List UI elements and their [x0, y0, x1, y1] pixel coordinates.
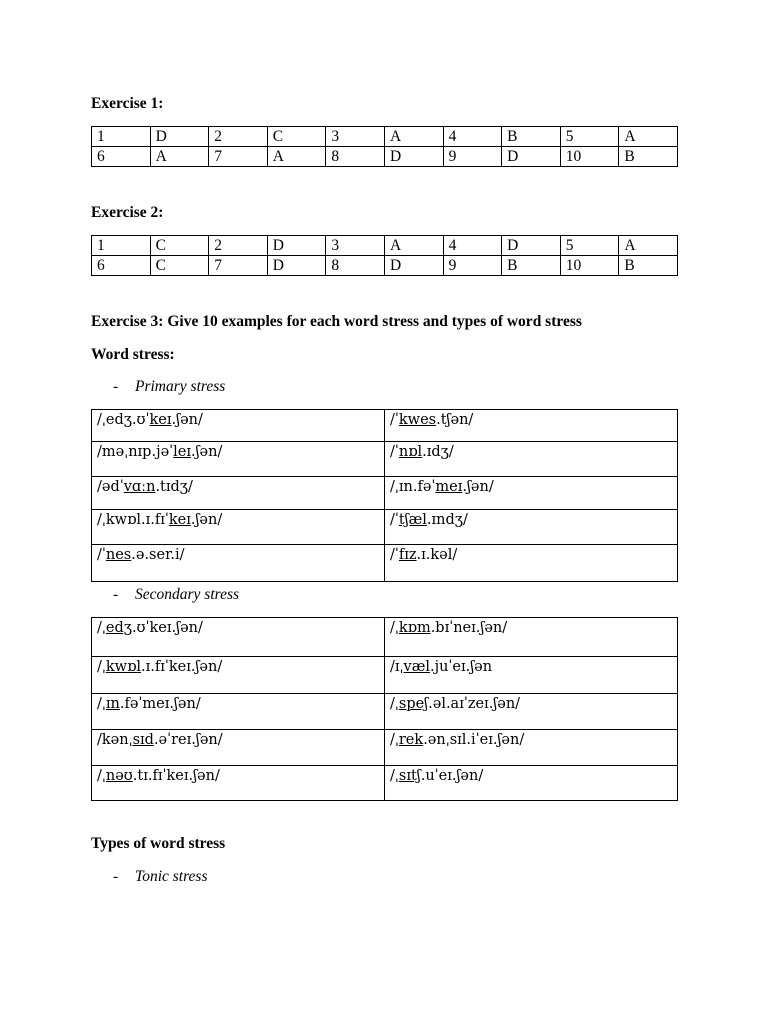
table-row: [92, 147, 678, 167]
question-number-cell: 3: [326, 236, 385, 256]
answer-cell: A: [384, 236, 443, 256]
answer-cell: A: [384, 127, 443, 147]
transcription-text: /ˌedʒ.ʊˈ: [97, 412, 150, 428]
transcription-text: /ˌ: [97, 768, 106, 784]
transcription-cell: [92, 766, 385, 801]
table-row: [92, 510, 678, 545]
answer-cell: C: [150, 236, 209, 256]
question-number-cell: 1: [92, 127, 151, 147]
exercise-3-title: Exercise 3: Give 10 examples for each word stress and types of word stress: [91, 313, 582, 330]
secondary-stress-table: [91, 617, 678, 801]
transcription-cell: [92, 477, 385, 510]
transcription-text: /kənˌ: [97, 732, 133, 748]
stressed-syllable: sɪd: [132, 732, 154, 748]
question-number-cell: 2: [209, 127, 268, 147]
table-row: [92, 442, 678, 477]
question-number-cell: 9: [443, 256, 502, 276]
tonic-stress-label: Tonic stress: [135, 868, 208, 885]
stressed-syllable: tʃæl: [398, 512, 427, 528]
question-number-cell: 3: [326, 127, 385, 147]
transcription-text: .ɪ.fɪˈkeɪ.ʃən/: [141, 659, 223, 675]
transcription-text: .bɪˈneɪ.ʃən/: [430, 620, 508, 636]
list-dash: -: [113, 586, 119, 603]
answer-cell: C: [267, 127, 326, 147]
transcription-text: /ˈ: [390, 512, 399, 528]
transcription-text: /ˈ: [390, 547, 399, 563]
transcription-text: .tʃən/: [436, 412, 474, 428]
table-row: [92, 545, 678, 582]
transcription-text: /ɪˌ: [390, 659, 404, 675]
transcription-text: .ʃən/: [191, 444, 223, 460]
table-row: [92, 657, 678, 694]
question-number-cell: 10: [560, 147, 619, 167]
question-number-cell: 1: [92, 236, 151, 256]
transcription-cell: [92, 694, 385, 730]
transcription-text: /ədˈ: [97, 479, 124, 495]
answer-cell: B: [619, 256, 678, 276]
question-number-cell: 8: [326, 147, 385, 167]
transcription-text: .ɪdʒ/: [422, 444, 454, 460]
question-number-cell: 7: [209, 256, 268, 276]
table-row: [92, 694, 678, 730]
transcription-text: /ˌ: [97, 620, 106, 636]
question-number-cell: 8: [326, 256, 385, 276]
transcription-cell: [385, 510, 678, 545]
table-row: [92, 236, 678, 256]
answer-cell: A: [619, 127, 678, 147]
question-number-cell: 5: [560, 236, 619, 256]
stressed-syllable: keɪ: [149, 412, 172, 428]
answer-cell: B: [502, 127, 561, 147]
stressed-syllable: edʒ: [105, 620, 132, 636]
transcription-cell: [385, 766, 678, 801]
question-number-cell: 9: [443, 147, 502, 167]
transcription-text: .tɪ.fɪˈkeɪ.ʃən/: [132, 768, 220, 784]
question-number-cell: 6: [92, 147, 151, 167]
transcription-text: .juˈeɪ.ʃən: [429, 659, 493, 675]
exercise-1-answer-table: [91, 126, 678, 167]
question-number-cell: 6: [92, 256, 151, 276]
transcription-cell: [92, 410, 385, 442]
question-number-cell: 4: [443, 236, 502, 256]
stressed-syllable: væl: [403, 659, 430, 675]
transcription-text: .uˈeɪ.ʃən/: [420, 768, 484, 784]
table-row: [92, 766, 678, 801]
answer-cell: A: [619, 236, 678, 256]
transcription-cell: [92, 545, 385, 582]
stressed-syllable: leɪ: [173, 444, 191, 460]
table-row: [92, 256, 678, 276]
answer-cell: A: [267, 147, 326, 167]
exercise-2-answer-table: [91, 235, 678, 276]
transcription-text: /ˌkwɒl.ɪ.fɪˈ: [97, 512, 169, 528]
table-row: [92, 410, 678, 442]
stressed-syllable: nɒl: [398, 444, 423, 460]
transcription-text: /ˌ: [390, 696, 399, 712]
stressed-syllable: kwes: [398, 412, 437, 428]
exercise-2-title: Exercise 2:: [91, 204, 164, 221]
stressed-syllable: nəʊ: [105, 768, 133, 784]
transcription-text: /ˈ: [390, 412, 399, 428]
transcription-text: .ənˌsɪl.iˈeɪ.ʃən/: [423, 732, 525, 748]
answer-cell: B: [619, 147, 678, 167]
answer-cell: D: [502, 236, 561, 256]
transcription-text: .ɪ.kəl/: [416, 547, 458, 563]
table-row: [92, 477, 678, 510]
transcription-text: .ʃən/: [190, 512, 223, 528]
transcription-cell: [92, 657, 385, 694]
transcription-cell: [385, 442, 678, 477]
transcription-text: /ˌ: [97, 696, 106, 712]
stressed-syllable: meɪ: [435, 479, 463, 495]
stressed-syllable: rek: [398, 732, 424, 748]
primary-stress-label: Primary stress: [135, 378, 226, 395]
transcription-text: /ˌ: [390, 732, 399, 748]
transcription-text: .ə.ser.i/: [131, 547, 185, 563]
transcription-text: /ˌ: [390, 768, 399, 784]
question-number-cell: 5: [560, 127, 619, 147]
secondary-stress-body: [92, 618, 678, 801]
transcription-cell: [385, 657, 678, 694]
transcription-cell: [385, 694, 678, 730]
stressed-syllable: nes: [105, 547, 132, 563]
answer-cell: C: [150, 256, 209, 276]
transcription-text: /ˌ: [390, 620, 399, 636]
secondary-stress-label: Secondary stress: [135, 586, 240, 603]
answer-cell: A: [150, 147, 209, 167]
transcription-text: .ʊˈkeɪ.ʃən/: [131, 620, 203, 636]
stressed-syllable: kɒm: [398, 620, 431, 636]
stressed-syllable: sɪtʃ: [398, 768, 421, 784]
answer-cell: D: [384, 147, 443, 167]
transcription-cell: [385, 730, 678, 766]
stressed-syllable: ɪn: [105, 696, 120, 712]
list-dash: -: [113, 378, 119, 395]
transcription-text: /ˌ: [97, 659, 106, 675]
transcription-text: .ɪndʒ/: [426, 512, 468, 528]
transcription-text: .əˈreɪ.ʃən/: [153, 732, 223, 748]
transcription-text: /ˈ: [97, 547, 106, 563]
table-row: [92, 618, 678, 657]
transcription-cell: [92, 510, 385, 545]
primary-stress-table: [91, 409, 678, 582]
stressed-syllable: vɑːn: [123, 479, 156, 495]
stressed-syllable: keɪ: [168, 512, 191, 528]
stressed-syllable: speʃ: [398, 696, 429, 712]
transcription-text: .əl.aɪˈzeɪ.ʃən/: [428, 696, 521, 712]
transcription-text: /ˌɪn.fəˈ: [390, 479, 436, 495]
table-row: [92, 730, 678, 766]
stressed-syllable: fɪz: [398, 547, 417, 563]
answer-cell: D: [150, 127, 209, 147]
transcription-text: .ʃən/: [462, 479, 494, 495]
transcription-cell: [92, 730, 385, 766]
exercise-2-answer-body: [92, 236, 678, 276]
question-number-cell: 10: [560, 256, 619, 276]
table-row: [92, 127, 678, 147]
types-of-word-stress-heading: Types of word stress: [91, 835, 226, 852]
question-number-cell: 2: [209, 236, 268, 256]
transcription-cell: [385, 410, 678, 442]
question-number-cell: 4: [443, 127, 502, 147]
primary-stress-body: [92, 410, 678, 582]
answer-cell: D: [384, 256, 443, 276]
answer-cell: D: [502, 147, 561, 167]
primary-stress-item: [113, 378, 225, 396]
secondary-stress-item: [113, 586, 239, 604]
transcription-cell: [92, 442, 385, 477]
transcription-cell: [385, 477, 678, 510]
word-stress-heading: Word stress:: [91, 346, 175, 363]
answer-cell: D: [267, 256, 326, 276]
transcription-text: .ʃən/: [171, 412, 203, 428]
stressed-syllable: kwɒl: [105, 659, 141, 675]
transcription-cell: [92, 618, 385, 657]
transcription-text: /məˌnɪp.jəˈ: [97, 444, 174, 460]
transcription-text: /ˈ: [390, 444, 399, 460]
list-dash: -: [113, 868, 119, 885]
exercise-1-title: Exercise 1:: [91, 95, 164, 112]
transcription-cell: [385, 618, 678, 657]
transcription-cell: [385, 545, 678, 582]
tonic-stress-item: [113, 868, 208, 886]
transcription-text: .fəˈmeɪ.ʃən/: [119, 696, 201, 712]
answer-cell: B: [502, 256, 561, 276]
answer-cell: D: [267, 236, 326, 256]
exercise-1-answer-body: [92, 127, 678, 167]
question-number-cell: 7: [209, 147, 268, 167]
transcription-text: .tɪdʒ/: [155, 479, 193, 495]
